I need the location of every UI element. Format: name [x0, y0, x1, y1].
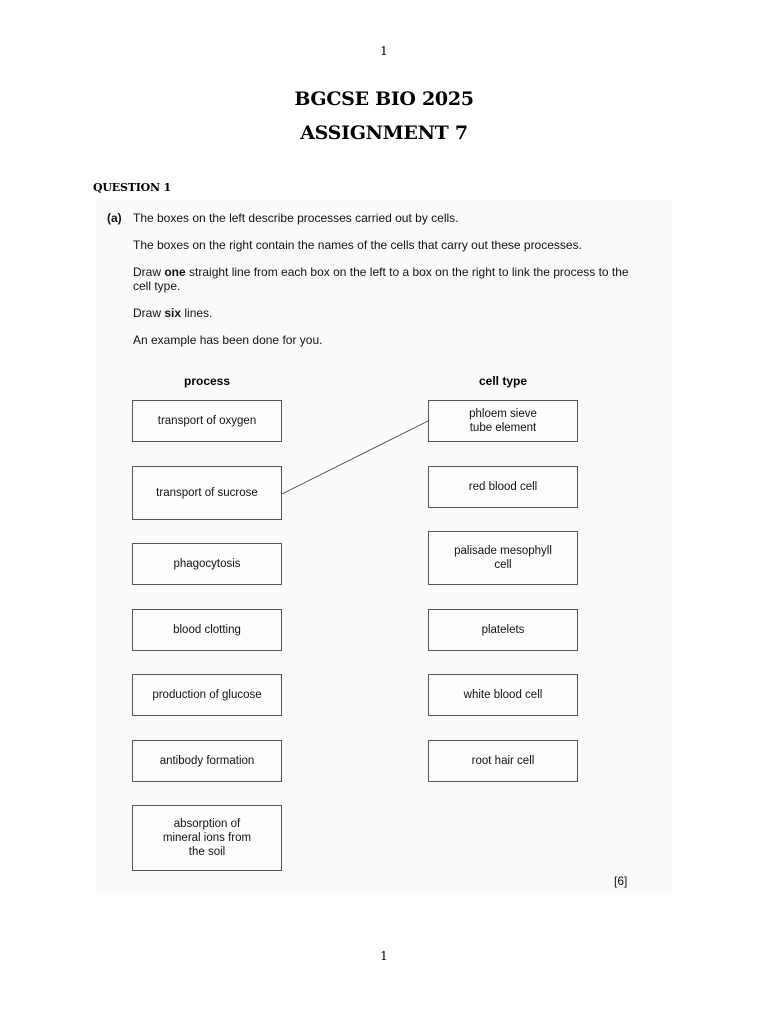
cell-box-phloem-sieve-tube-element[interactable]: phloem sieve tube element	[428, 400, 578, 442]
cell-box-palisade-mesophyll-cell[interactable]: palisade mesophyll cell	[428, 531, 578, 585]
title-line-1: BGCSE BIO 2025	[294, 88, 474, 110]
process-box-production-of-glucose[interactable]: production of glucose	[132, 674, 282, 716]
process-box-phagocytosis[interactable]: phagocytosis	[132, 543, 282, 585]
instruction-line-5: An example has been done for you.	[133, 333, 323, 347]
process-box-blood-clotting[interactable]: blood clotting	[132, 609, 282, 651]
question-heading: QUESTION 1	[93, 181, 171, 194]
process-column-header: process	[183, 374, 231, 388]
process-box-absorption-of-mineral-ions[interactable]: absorption of mineral ions from the soil	[132, 805, 282, 871]
cell-box-platelets[interactable]: platelets	[428, 609, 578, 651]
process-box-transport-of-sucrose[interactable]: transport of sucrose	[132, 466, 282, 520]
instruction-line-2: The boxes on the right contain the names of the cells that carry out these processes.	[133, 238, 582, 252]
process-box-transport-of-oxygen[interactable]: transport of oxygen	[132, 400, 282, 442]
instruction-line-3-cont: cell type.	[133, 279, 181, 293]
title-line-2: ASSIGNMENT 7	[300, 122, 468, 144]
instruction-line-1: The boxes on the left describe processes carried out by cells.	[133, 211, 459, 225]
cell-box-white-blood-cell[interactable]: white blood cell	[428, 674, 578, 716]
marks-label: [6]	[614, 874, 628, 888]
instruction-line-4: Draw six lines.	[133, 306, 213, 320]
cell-box-root-hair-cell[interactable]: root hair cell	[428, 740, 578, 782]
cell-box-red-blood-cell[interactable]: red blood cell	[428, 466, 578, 508]
part-label: (a)	[107, 211, 122, 225]
example-link-line	[282, 421, 428, 494]
instruction-line-3: Draw one straight line from each box on the left to a box on the right to link the process to the	[133, 265, 629, 279]
cell-type-column-header: cell type	[478, 374, 528, 388]
process-box-antibody-formation[interactable]: antibody formation	[132, 740, 282, 782]
page-number-top: 1	[380, 44, 388, 58]
page-number-bottom: 1	[380, 949, 388, 963]
